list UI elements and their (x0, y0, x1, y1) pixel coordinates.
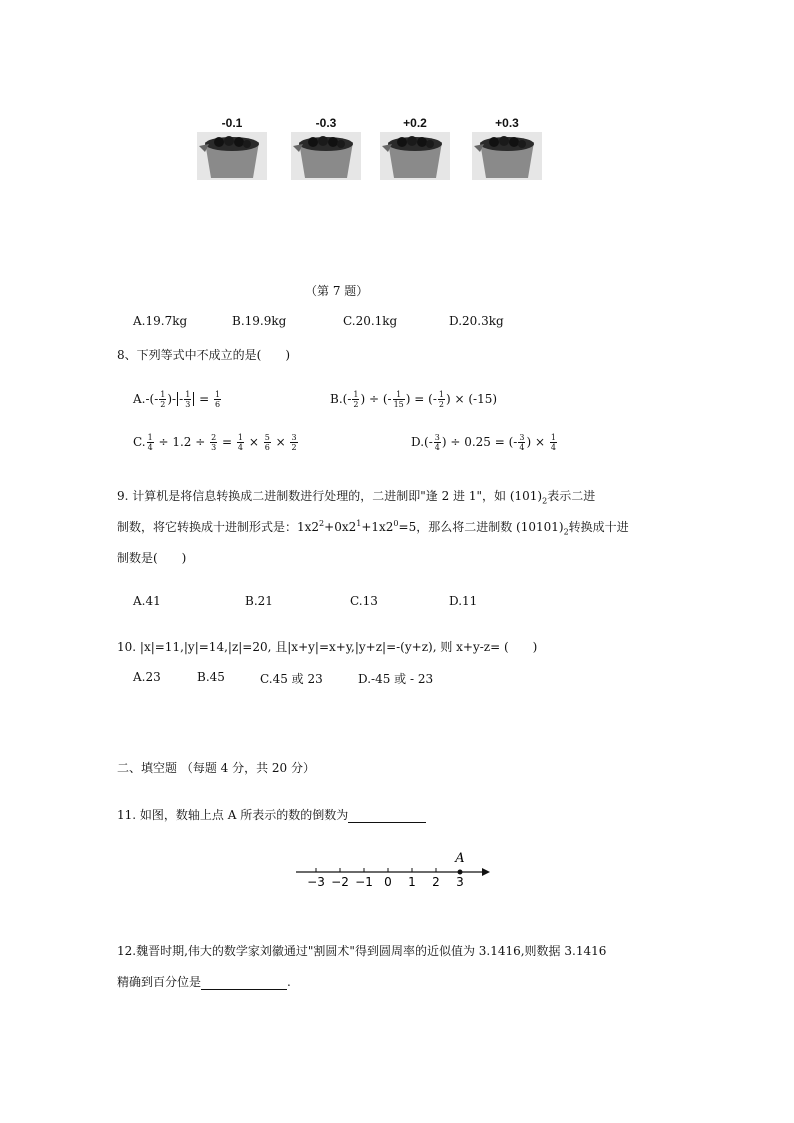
axis-label: −1 (355, 875, 373, 889)
basket-3 (380, 116, 450, 186)
answer-blank (348, 808, 426, 823)
basket-photo (472, 132, 542, 180)
basket-label: +0.3 (495, 116, 519, 130)
q7-caption: （第 7 题） (305, 284, 369, 298)
axis-label: 1 (408, 875, 416, 889)
fraction: $\frac{1}{4}$ (147, 433, 153, 452)
q8-option-d: D.(- $\frac{3}{4}$ ) ÷ 0.25 = (- $\frac{3}{4}$ ) × $\frac{1}{4}$ (411, 433, 556, 452)
q10-option-c: C.45 或 23 (260, 672, 323, 686)
q9-option-b: B.21 (245, 594, 273, 608)
abs-value: - $\frac{1}{3}$ (177, 392, 194, 406)
fraction: $\frac{2}{3}$ (211, 433, 217, 452)
q9-line-1: 9. 计算机是将信息转换成二进制数进行处理的，二进制即"逢 2 进 1"，如 $(101)_2$表示二进 (117, 489, 596, 506)
axis-label: 3 (456, 875, 464, 889)
q8-option-c: C. $\frac{1}{4}$ ÷ 1.2 ÷ $\frac{2}{3}$ = $\frac{1}{4}$ × $\frac{5}{6}$ × $\frac{3}{2}$ (133, 433, 297, 452)
q9-option-d: D.11 (449, 594, 478, 608)
q9-line-3: 制数是( ) (117, 551, 187, 565)
basket-4 (472, 116, 542, 186)
q9-line-2: 制数，将它转换成十进制形式是：$1x2^2+0x2^1+1x2^0=5$，那么将二进制数 $(10101)_2$转换成十进 (117, 519, 629, 537)
axis-label: 2 (432, 875, 440, 889)
q7-option-c: C.20.1kg (343, 314, 398, 328)
q10-option-d: D.-45 或 - 23 (358, 672, 434, 686)
q9-option-c: C.13 (350, 594, 378, 608)
q11-stem: 11. 如图，数轴上点 A 所表示的数的倒数为 (117, 806, 426, 823)
fraction: $\frac{1}{6}$ (214, 390, 221, 409)
q9-option-a: A.41 (133, 594, 161, 608)
section-title: 二、填空题 （每题 4 分，共 20 分） (117, 761, 315, 775)
basket-2 (291, 116, 361, 186)
fraction: $\frac{1}{4}$ (237, 433, 243, 452)
fraction: $\frac{3}{2}$ (291, 433, 297, 452)
basket-photo (380, 132, 450, 180)
q10-option-a: A.23 (133, 670, 161, 684)
q12-line-2: 精确到百分位是 . (117, 975, 291, 989)
axis-label: −2 (331, 875, 349, 889)
basket-label: -0.3 (315, 116, 337, 130)
axis-label: 0 (384, 875, 392, 889)
q10-option-b: B.45 (197, 670, 225, 684)
q8-stem: 8、下列等式中不成立的是( ) (117, 348, 290, 362)
basket-label: -0.1 (221, 116, 243, 130)
basket-photo (197, 132, 267, 180)
arrow-icon (482, 868, 490, 876)
answer-blank (201, 975, 287, 990)
q8-option-a: A.-(- $\frac{1}{2}$ )- - $\frac{1}{3}$ = $\frac{1}{6}$ (133, 390, 221, 409)
q8-option-b: B.(- $\frac{1}{2}$ ) ÷ (- $\frac{1}{15}$ ) = (- $\frac{1}{2}$ ) × (-15) (330, 390, 498, 409)
fraction: $\frac{1}{15}$ (393, 390, 404, 409)
q12-line-1: 12.魏晋时期,伟大的数学家刘徽通过"割圆术"得到圆周率的近似值为 3.1416,则数据 3.1416 (117, 944, 607, 958)
fraction: $\frac{3}{4}$ (519, 433, 525, 452)
basket-1 (197, 116, 267, 186)
fraction: $\frac{1}{3}$ (185, 390, 191, 409)
fraction: $\frac{1}{4}$ (550, 433, 556, 452)
fraction: $\frac{1}{2}$ (160, 390, 166, 409)
point-a-label: A (455, 851, 465, 866)
fraction: $\frac{5}{6}$ (264, 433, 270, 452)
q7-option-b: B.19.9kg (232, 314, 287, 328)
fraction: $\frac{1}{2}$ (353, 390, 359, 409)
basket-photo (291, 132, 361, 180)
q10-stem: 10. |x|=11,|y|=14,|z|=20, 且|x+y|=x+y,|y+z|=-(y+z), 则 x+y-z= ( ) (117, 640, 538, 654)
number-line (290, 848, 495, 892)
fraction: $\frac{1}{2}$ (438, 390, 444, 409)
q7-option-d: D.20.3kg (449, 314, 504, 328)
fraction: $\frac{3}{4}$ (434, 433, 440, 452)
q7-option-a: A.19.7kg (133, 314, 188, 328)
point-a (458, 870, 463, 875)
basket-label: +0.2 (403, 116, 427, 130)
axis-label: −3 (307, 875, 325, 889)
